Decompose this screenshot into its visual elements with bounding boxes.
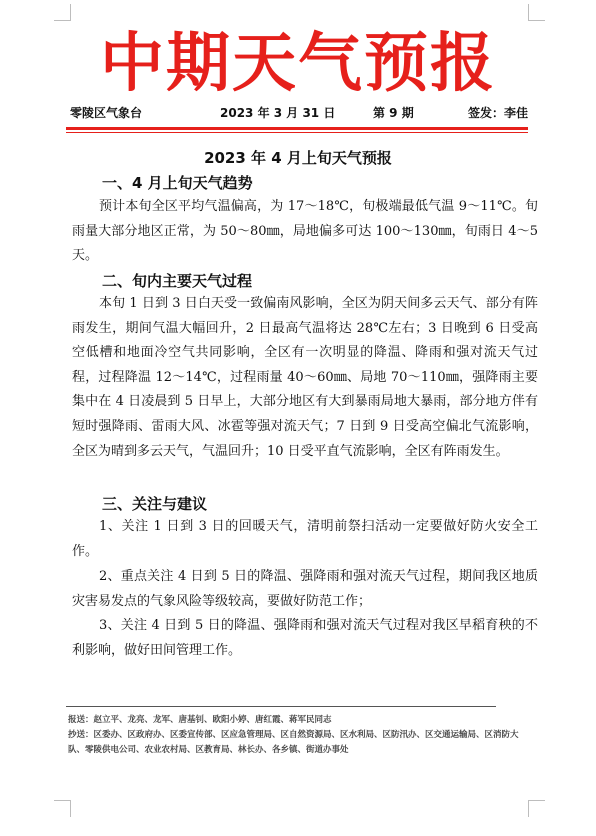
page-corner-mark <box>54 4 71 21</box>
signed-by: 签发：李佳 <box>467 106 528 120</box>
footer-report-to: 报送：赵立平、龙亮、龙军、唐基钊、欧阳小婷、唐红霞、蒋军民同志 <box>68 715 332 725</box>
issue-date: 2023 年 3 月 31 日 <box>220 106 336 120</box>
issuer: 零陵区气象台 <box>70 106 143 120</box>
section-heading-advice: 三、关注与建议 <box>102 495 208 513</box>
footer-copy-to: 抄送：区委办、区政府办、区委宣传部、区应急管理局、区自然资源局、区水利局、区防汛办、区交通运输局、区消防大队、零陵供电公司、农业农村局、区教育局、林长办、各乡镇、街道办事处 <box>68 730 519 755</box>
masthead-title: 中期天气预报 <box>100 27 496 101</box>
footer-divider <box>66 706 496 707</box>
paragraph-weather-process: 本旬 1 日到 3 日白天受一致偏南风影响，全区为阴天间多云天气、部分有阵雨发生，期间气温大幅回升，2 日最高气温将达 28℃左右；3 日晚到 6 日受高空低槽和地面冷空气共同影响，全区有一次明显的降温、降雨和强对流天气过程，过程降温 12～14℃，过程雨量 40～60㎜、局地 70～110㎜，强降雨主要集中在 4 日凌晨到 5 日早上，大部分地区有大到暴雨局地大暴雨，部分地方伴有短时强降雨、雷雨大风、冰雹等强对流天气；7 日到 9 日受高空偏北气流影响，全区为晴到多云天气，气温回升；10 日受平直气流影响，全区有阵雨发生。 <box>72 296 538 459</box>
issue-line <box>70 104 528 122</box>
section-heading-trend: 一、4 月上旬天气趋势 <box>102 174 253 192</box>
advice-item-1: 1、关注 1 日到 3 日的回暖天气，清明前祭扫活动一定要做好防火安全工作。 <box>72 519 538 559</box>
document-title: 2023 年 4 月上旬天气预报 <box>204 149 392 167</box>
section-heading-weather-process: 二、旬内主要天气过程 <box>102 272 253 290</box>
advice-item-2: 2、重点关注 4 日到 5 日的降温、强降雨和强对流天气过程，期间我区地质灾害易发点的气象风险等级较高，要做好防范工作； <box>72 569 538 609</box>
advice-item-3: 3、关注 4 日到 5 日的降温、强降雨和强对流天气过程对我区早稻育秧的不利影响，做好田间管理工作。 <box>72 618 538 658</box>
paragraph-trend: 预计本旬全区平均气温偏高，为 17～18℃，旬极端最低气温 9～11℃。旬雨量大部分地区正常，为 50～80㎜，局地偏多可达 100～130㎜，旬雨日 4～5 天。 <box>72 199 538 264</box>
issue-number: 第 9 期 <box>373 106 414 120</box>
masthead-divider-thin <box>66 132 528 133</box>
masthead-divider-thick <box>66 127 528 130</box>
page-corner-mark <box>528 800 545 817</box>
page-corner-mark <box>528 4 545 21</box>
page-corner-mark <box>54 800 71 817</box>
